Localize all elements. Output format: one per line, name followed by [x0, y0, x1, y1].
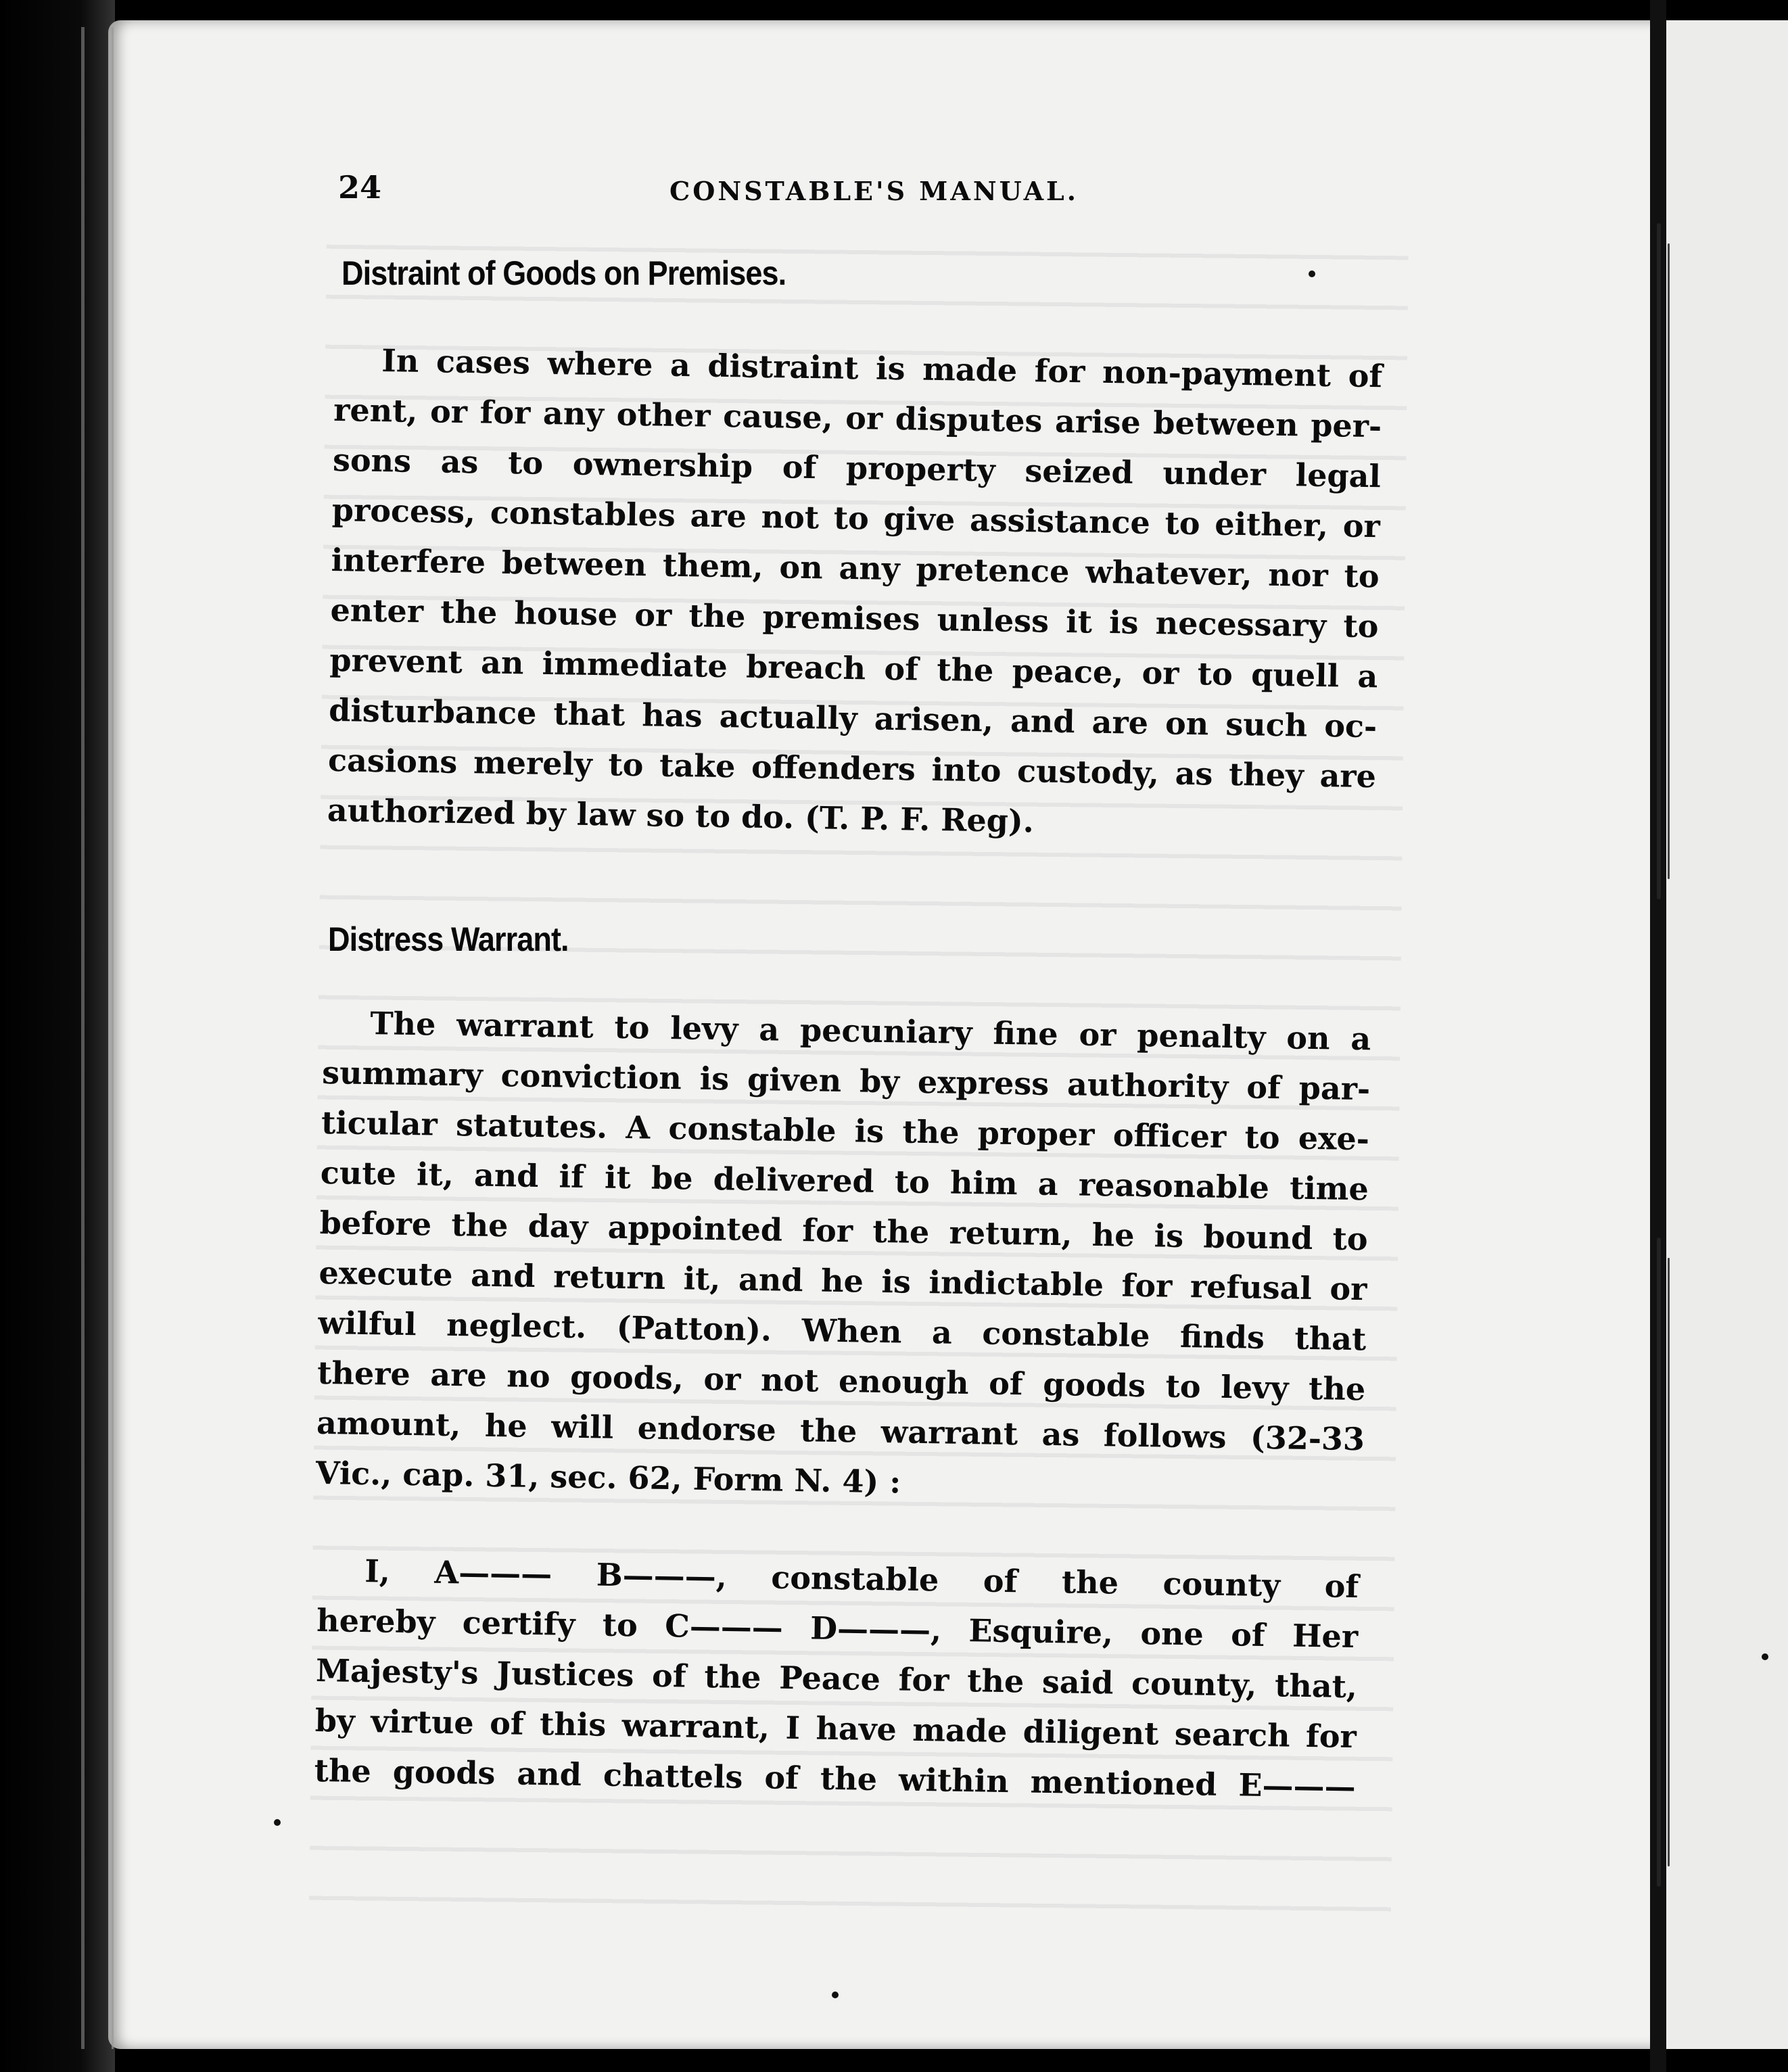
paper-speck: [832, 1992, 839, 1998]
gutter-shadow: [1657, 1238, 1661, 1887]
page-header: [338, 169, 1420, 210]
text-line: sons as to ownership of property seized under legal: [332, 441, 1382, 495]
paragraph: [327, 335, 1382, 851]
text-line: The warrant to levy a pecuniary fine or penalty on a: [369, 1005, 1371, 1058]
paragraph: [315, 997, 1371, 1514]
text-line: prevent an immediate breach of the peace, or to quell a: [329, 641, 1378, 695]
text-line: the goods and chattels of the within mentioned E———: [314, 1751, 1357, 1806]
gutter-shadow: [1668, 243, 1670, 879]
text-line: cute it, and if it be delivered to him a reasonable time: [320, 1154, 1369, 1208]
page-edges: [81, 27, 114, 2049]
text-line: by virtue of this warrant, I have made diligent search for: [314, 1701, 1357, 1756]
adjacent-page-edge: [1666, 20, 1788, 2049]
text-line: enter the house or the premises unless it is necessary to: [330, 591, 1379, 645]
running-head: CONSTABLE'S MANUAL.: [669, 176, 1079, 206]
text-line: Vic., cap. 31, sec. 62, Form N. 4) :: [315, 1454, 901, 1501]
gutter-shadow: [1657, 223, 1661, 899]
gutter-shadow: [1668, 1258, 1670, 1866]
section-heading: Distress Warrant.: [328, 920, 569, 958]
text-line: hereby certify to C——— D———, Esquire, one of Her: [316, 1601, 1359, 1655]
section-heading: Distraint of Goods on Premises.: [342, 254, 786, 292]
page-number: 24: [338, 169, 382, 206]
text-line: amount, he will endorse the warrant as follows (32-33: [316, 1404, 1365, 1458]
text-line: there are no goods, or not enough of goods to levy the: [316, 1354, 1366, 1408]
text-line: process, constables are not to give assistance to either, or: [331, 491, 1381, 545]
paper-speck: [274, 1819, 281, 1826]
text-line: summary conviction is given by express authority of par-: [321, 1054, 1371, 1108]
text-line: ticular statutes. A constable is the proper officer to exe-: [321, 1104, 1370, 1158]
paragraph-form: [314, 1545, 1359, 1812]
text-line: wilful neglect. (Patton). When a constable finds that: [318, 1304, 1367, 1358]
text-line: casions merely to take offenders into custody, as they are: [327, 741, 1377, 795]
text-line: execute and return it, and he is indictable for refusal or: [319, 1254, 1367, 1308]
text-line: In cases where a distraint is made for non-payment of: [381, 342, 1383, 395]
text-line: disturbance that has actually arisen, and are on such oc-: [328, 691, 1378, 745]
text-line: Majesty's Justices of the Peace for the said county, that,: [315, 1651, 1358, 1705]
text-line: rent, or for any other cause, or disputes arise between per-: [333, 391, 1382, 445]
text-line: interfere between them, on any pretence whatever, nor to: [331, 541, 1380, 595]
paper-speck: [1762, 1653, 1768, 1660]
text-line: before the day appointed for the return, he is bound to: [319, 1204, 1369, 1258]
paper-speck: [1309, 270, 1315, 277]
text-line: authorized by law so to do. (T. P. F. Reg).: [327, 791, 1035, 840]
text-line: I, A——— B———, constable of the county of: [364, 1553, 1359, 1605]
